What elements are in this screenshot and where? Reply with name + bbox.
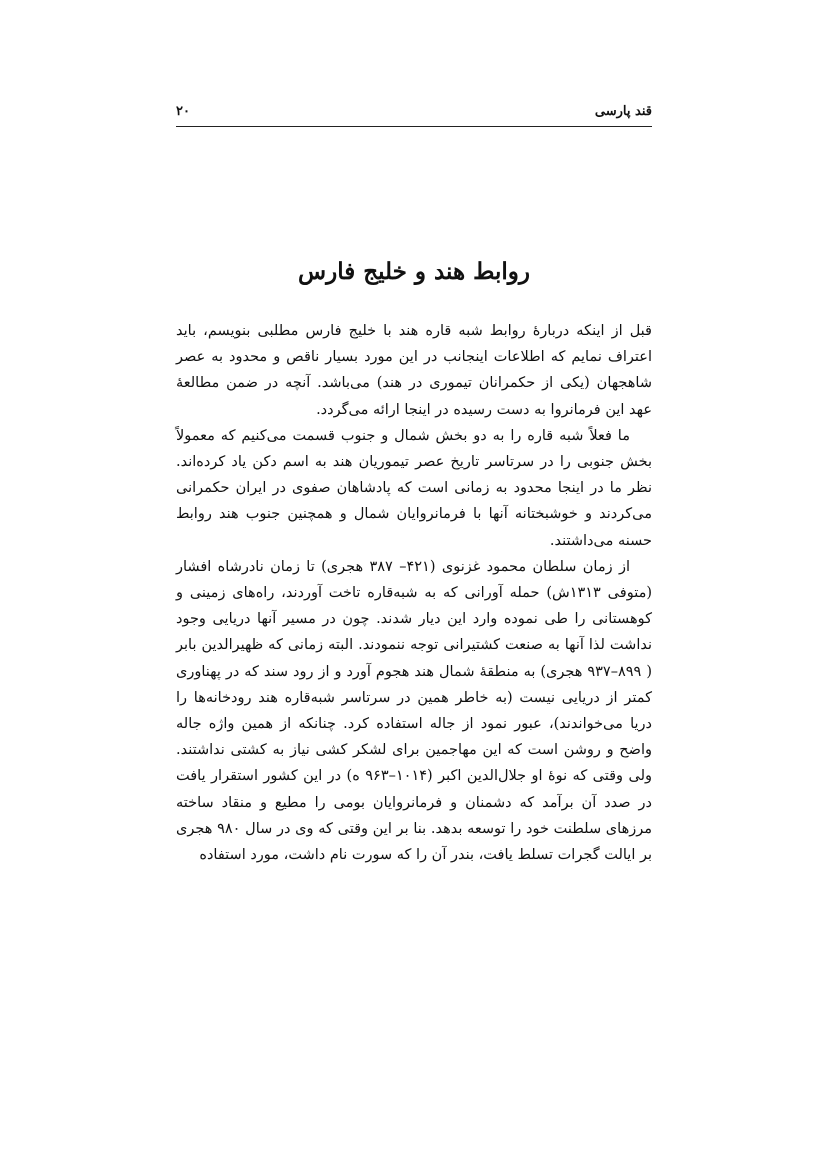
running-header (176, 104, 652, 128)
paragraph-1: قبل از اینکه دربارهٔ روابط شبه قاره هند با خلیج فارس مطلبی بنویسم، باید اعتراف نمایم که اطلاعات اینجانب در این مورد بسیار ناقص و محدود به عصر شاهجهان (یکی از حکمرانان تیموری در هند) می‌باشد. آنچه در ضمن مطالعهٔ عهد این فرمانروا به دست رسیده در اینجا ارائه می‌گردد. (176, 323, 652, 418)
article-title: روابط هند و خلیج فارس (298, 258, 530, 285)
article-body (176, 318, 652, 868)
paragraph-3: از زمان سلطان محمود غزنوی (۴۲۱– ۳۸۷ هجری) تا زمان نادرشاه افشار (متوفی ۱۳۱۳ش) حمله آورانی که به شبه‌قاره تاخت آوردند، راه‌های زمینی و کوهستانی را طی نموده وارد این دیار شدند. چون در مسیر آنها دریایی وجود نداشت لذا آنها به صنعت کشتیرانی توجه ننمودند. البته زمانی که ظهیرالدین بابر ( ۸۹۹–۹۳۷ هجری) به منطقهٔ شمال هند هجوم آورد و از رود سند که در پهناوری کمتر از دریایی نیست (به خاطر همین در سرتاسر شبه‌قاره هند رودخانه‌ها را دریا می‌خواندند)، عبور نمود از جاله استفاده کرد. چنانکه از همین واژه جاله واضح و روشن است که این مهاجمین برای لشکر کشی نیاز به کشتی نداشتند. ولی وقتی که نوهٔ او جلال‌الدین اکبر (۱۰۱۴–۹۶۳ ه) در این کشور استقرار یافت در صدد آن برآمد که دشمنان و فرمانروایان بومی را مطیع و منقاد ساخته مرزهای سلطنت خود را توسعه بدهد. بنا بر این وقتی که وی در سال ۹۸۰ هجری بر ایالت گجرات تسلط یافت، بندر آن را که سورت نام داشت، مورد استفاده (176, 558, 652, 864)
running-header-book-title: قند پارسی (594, 104, 652, 119)
header-divider (176, 126, 652, 127)
page-number: ۲۰ (176, 104, 190, 119)
paragraph-2: ما فعلاً شبه قاره را به دو بخش شمال و جنوب قسمت می‌کنیم که معمولاً بخش جنوبی را در سرتاسر تاریخ عصر تیموریان هند به اسم دکن یاد کرده‌اند. نظر ما در اینجا محدود به زمانی است که پادشاهان صفوی در ایران حکمرانی می‌کردند و خوشبختانه آنها با فرمانروایان شمال و همچنین جنوب هند روابط حسنه می‌داشتند. (176, 427, 652, 549)
